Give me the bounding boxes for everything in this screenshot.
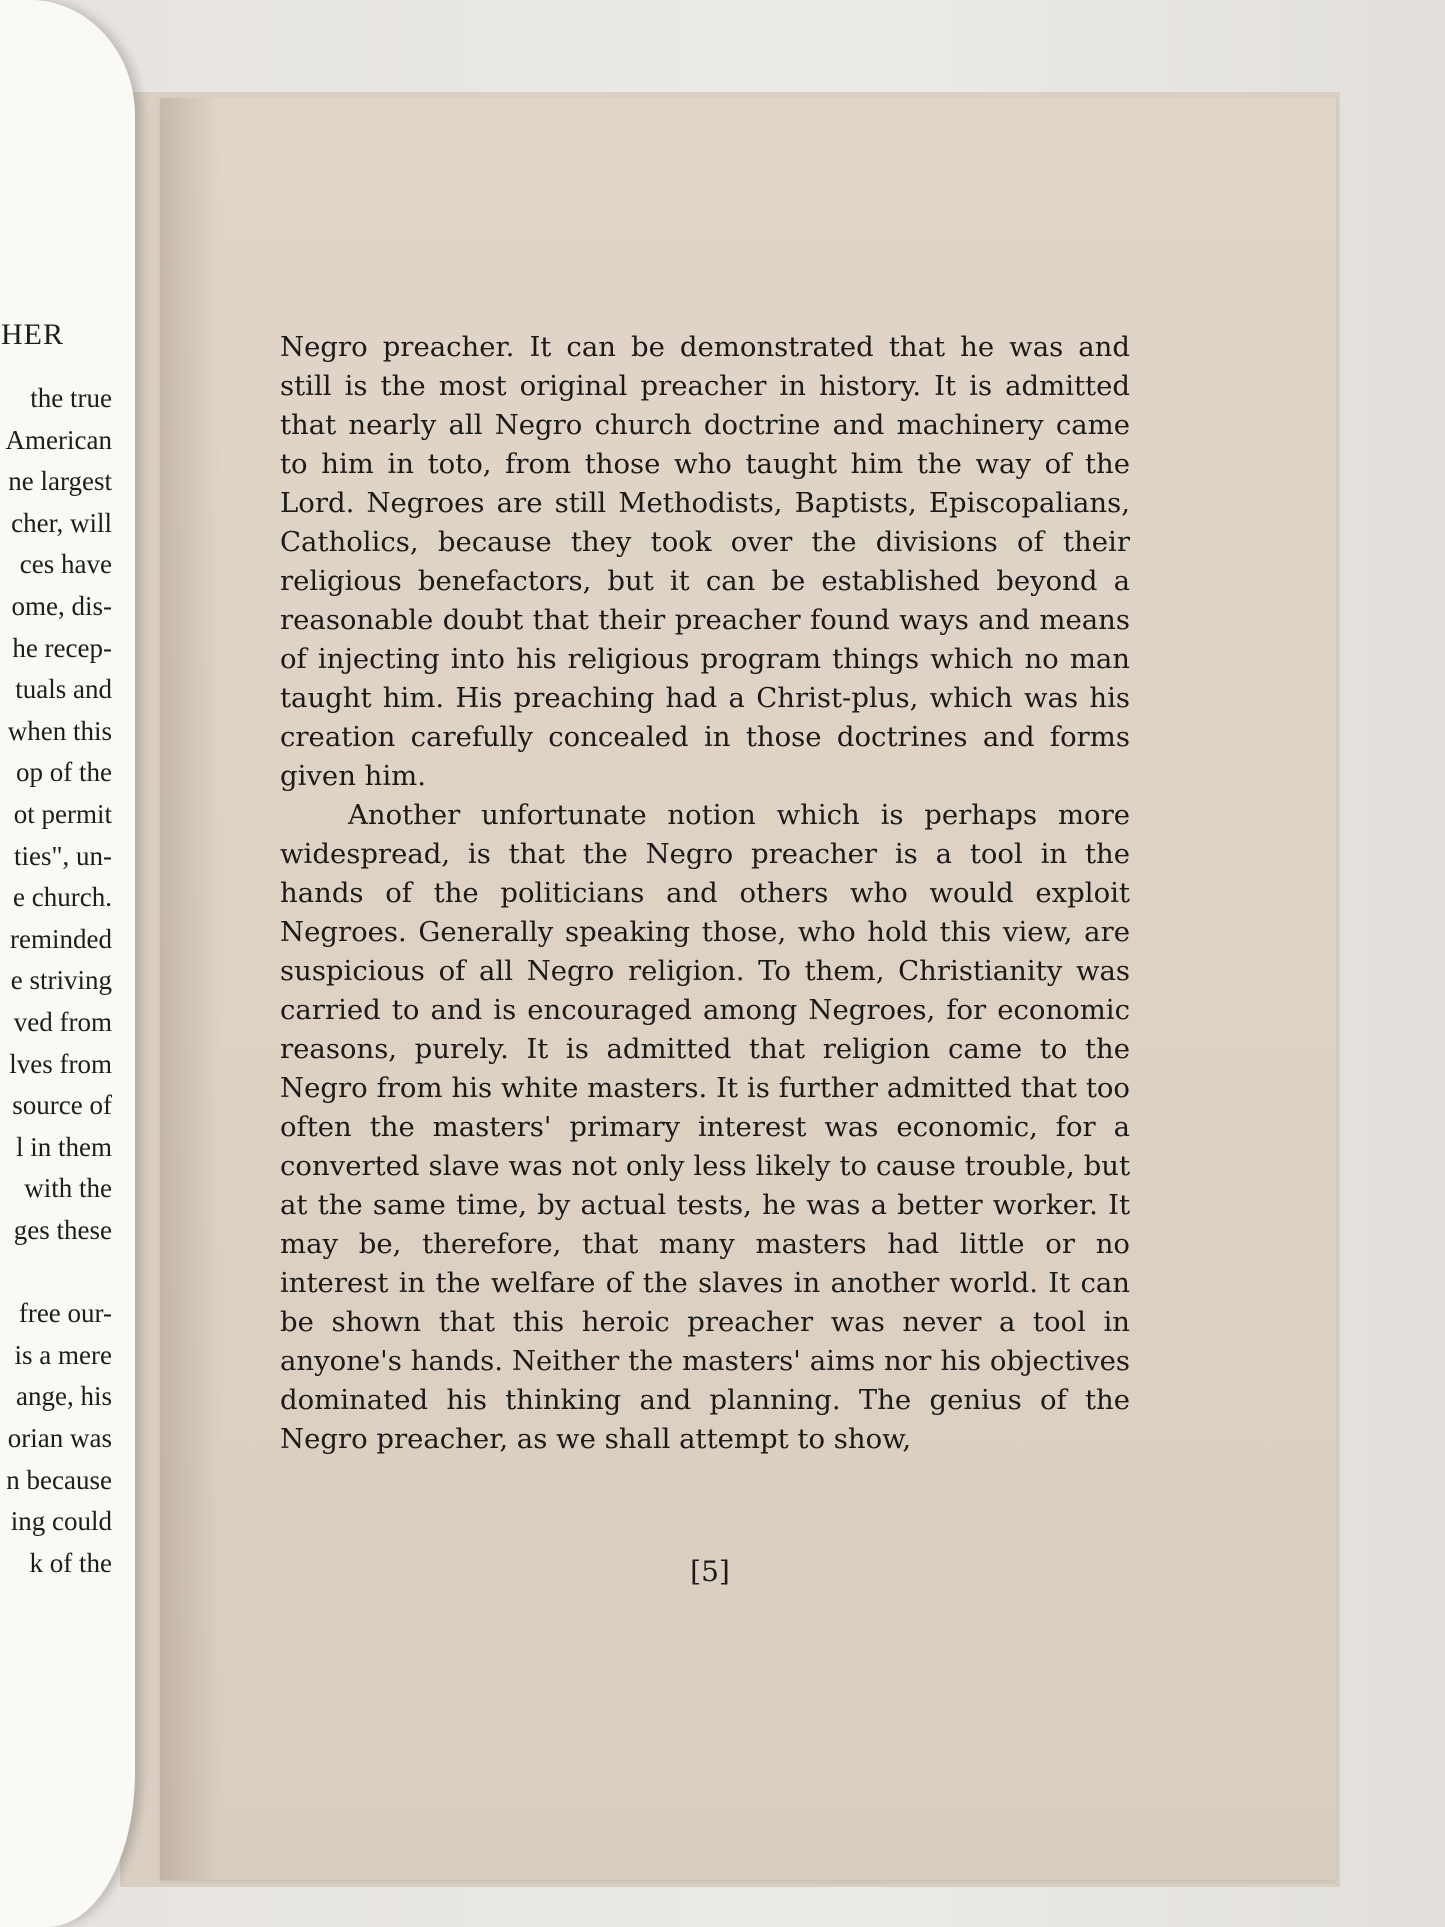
- paragraph-1: Negro preacher. It can be demonstrated that he was and still is the most original preacher in history. It is admitted that nearly all Negro church doctrine and machinery came to him in toto, from those who taught him the way of the Lord. Negroes are still Methodists, Baptists, Episcopalians, Catholics, because they took over the divisions of their religious benefactors, but it can be established beyond a reasonable doubt that their preacher found ways and means of injecting into his religious program things which no man taught him. His preaching had a Christ-plus, which was his creation carefully concealed in those doctrines and forms given him.: [280, 331, 1130, 792]
- left-page-line: tuals and: [15, 674, 112, 705]
- left-page-line: lves from: [9, 1048, 112, 1079]
- left-page-line: ved from: [13, 1007, 112, 1037]
- left-page-line: ot permit: [13, 799, 112, 829]
- left-page-line: l in them: [16, 1131, 112, 1162]
- left-page-line: the true: [30, 383, 112, 413]
- left-page-line: e church.: [13, 882, 112, 913]
- left-page-line: ange, his: [16, 1381, 112, 1412]
- left-page-line: free our-: [18, 1298, 112, 1329]
- left-page-line: orian was: [7, 1423, 112, 1453]
- page-gutter-shadow: [160, 98, 220, 1880]
- body-text: [280, 328, 1130, 1459]
- left-page-line: cher, will: [11, 507, 112, 538]
- left-page: [0, 0, 135, 1927]
- left-page-line: American: [5, 424, 112, 455]
- left-page-line: source of: [12, 1090, 112, 1121]
- left-page-line: n because: [6, 1464, 112, 1495]
- left-page-line: with the: [24, 1173, 112, 1204]
- left-page-line: e striving: [10, 965, 112, 996]
- left-page-line: ing could: [10, 1506, 112, 1537]
- paragraph-2: Another unfortunate notion which is perhaps more widespread, is that the Negro preacher is a tool in the hands of the politicians and others who would exploit Negroes. Generally speaking those, who hold this view, are suspicious of all Negro religion. To them, Christianity was carried to and is encouraged among Negroes, for economic reasons, purely. It is admitted that religion came to the Negro from his white masters. It is further admitted that too often the masters' primary interest was economic, for a converted slave was not only less likely to cause trouble, but at the same time, by actual tests, he was a better worker. It may be, therefore, that many masters had little or no interest in the welfare of the slaves in another world. It can be shown that this heroic preacher was never a tool in anyone's hands. Neither the masters' aims nor his objectives dominated his thinking and planning. The genius of the Negro preacher, as we shall attempt to show,: [280, 799, 1130, 1455]
- left-page-line: ne largest: [8, 466, 112, 497]
- left-page-heading: HER: [1, 318, 64, 351]
- left-page-line: when this: [7, 715, 112, 746]
- left-page-line: is a mere: [14, 1339, 112, 1370]
- left-page-line: reminded: [10, 923, 112, 954]
- left-page-line: ges these: [13, 1215, 112, 1245]
- page-number: [5]: [690, 1555, 730, 1588]
- left-page-line: k of the: [29, 1547, 112, 1578]
- left-page-line: ces have: [19, 549, 112, 580]
- left-page-line: op of the: [16, 757, 112, 788]
- left-page-line: he recep-: [12, 632, 112, 663]
- left-page-line: ome, dis-: [11, 591, 112, 621]
- left-page-line: ties", un-: [13, 840, 112, 871]
